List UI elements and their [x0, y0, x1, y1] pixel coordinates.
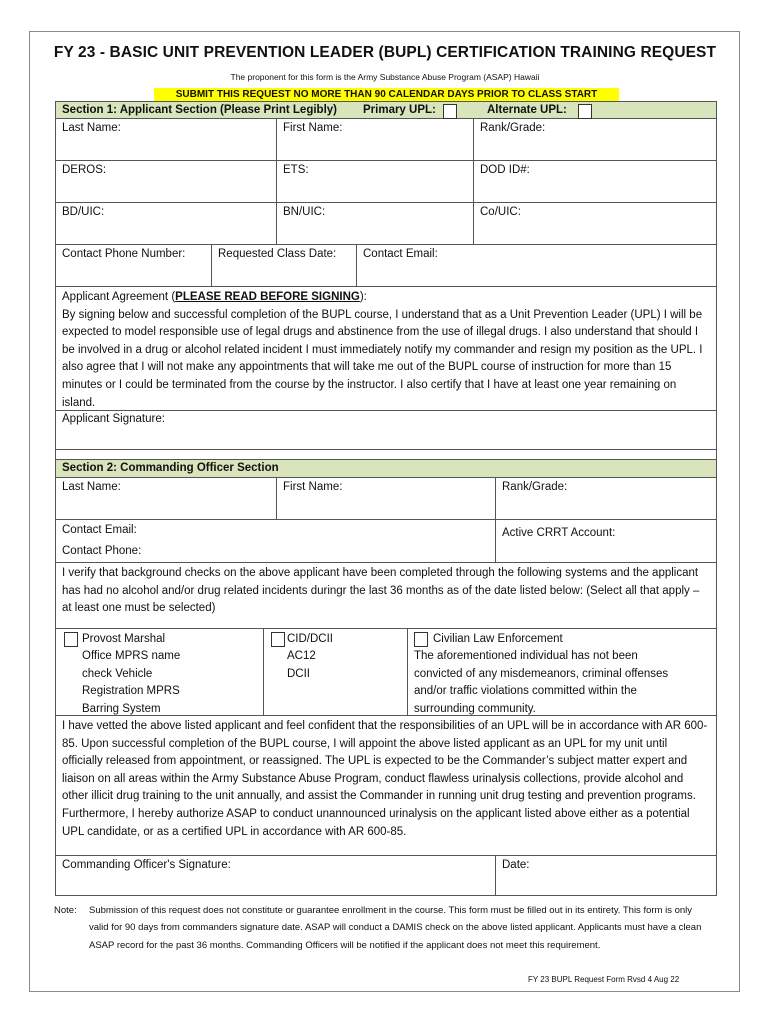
commander-statement — [56, 716, 716, 856]
agreement-heading: Applicant Agreement (PLEASE READ BEFORE SIGNING): — [62, 291, 367, 303]
date-field[interactable] — [495, 856, 716, 895]
co-signature-label: Commanding Officer's Signature: — [62, 859, 231, 871]
co-name-row — [56, 478, 716, 520]
deros-field[interactable] — [56, 161, 276, 202]
civilian-law-option — [407, 629, 716, 715]
requested-class-date-field[interactable] — [211, 245, 356, 286]
co-contact-fields[interactable] — [56, 520, 495, 562]
section2-title: Section 2: Commanding Officer Section — [62, 462, 279, 474]
co-uic-label: Co/UIC: — [480, 206, 521, 218]
cid-dcii-option: CID/DCII AC12 DCII — [263, 629, 407, 715]
form-title: FY 23 - BASIC UNIT PREVENTION LEADER (BUPL) CERTIFICATION TRAINING REQUEST — [53, 44, 717, 61]
applicant-agreement — [56, 287, 716, 411]
crrt-account-label: Active CRRT Account: — [502, 527, 616, 539]
dod-id-field[interactable] — [473, 161, 716, 202]
applicant-last-name-field[interactable] — [56, 119, 276, 160]
bd-uic-field[interactable] — [56, 203, 276, 244]
civilian-law-text: The aforementioned individual has not been convicted of any misdemeanors, criminal offenses and/or traffic violations committed within the surrounding community. — [414, 650, 669, 715]
bd-uic-label: BD/UIC: — [62, 206, 105, 218]
request-form — [55, 101, 717, 896]
contact-phone-label: Contact Phone Number: — [62, 248, 186, 260]
proponent-note: The proponent for this form is the Army Substance Abuse Program (ASAP) Hawaii — [230, 72, 540, 82]
co-rank-field[interactable] — [495, 478, 716, 519]
co-last-name-field[interactable] — [56, 478, 276, 519]
primary-upl-label: Primary UPL: — [363, 104, 436, 116]
co-signature-row — [56, 856, 716, 896]
co-first-name-field[interactable] — [276, 478, 495, 519]
contact-phone-field[interactable] — [56, 245, 211, 286]
last-name-label: Last Name: — [62, 122, 121, 134]
section1-header — [56, 101, 716, 119]
applicant-uic-row — [56, 203, 716, 245]
applicant-signature-label: Applicant Signature: — [62, 413, 165, 425]
cid-dcii-checkbox[interactable] — [271, 632, 285, 647]
provost-marshal-option: Provost Marshal Office MPRS name check Vehicle Registration MPRS Barring System — [56, 629, 263, 715]
applicant-contact-row — [56, 245, 716, 287]
deros-label: DEROS: — [62, 164, 107, 176]
co-rank-label: Rank/Grade: — [502, 481, 568, 493]
section-spacer — [56, 450, 716, 460]
agreement-emphasis: PLEASE READ BEFORE SIGNING — [175, 291, 360, 303]
dod-id-label: DOD ID#: — [480, 164, 530, 176]
submission-deadline-banner: SUBMIT THIS REQUEST NO MORE THAN 90 CALENDAR DAYS PRIOR TO CLASS START — [154, 88, 619, 101]
co-last-name-label: Last Name: — [62, 481, 121, 493]
primary-upl-checkbox[interactable] — [443, 104, 457, 119]
check-options-row — [56, 629, 716, 716]
first-name-label: First Name: — [283, 122, 343, 134]
contact-email-field[interactable] — [356, 245, 716, 286]
provost-marshal-checkbox[interactable] — [64, 632, 78, 647]
applicant-first-name-field[interactable] — [276, 119, 473, 160]
civilian-law-checkbox[interactable] — [414, 632, 428, 647]
ets-field[interactable] — [276, 161, 473, 202]
co-uic-field[interactable] — [473, 203, 716, 244]
alternate-upl-checkbox[interactable] — [578, 104, 592, 119]
bn-uic-field[interactable] — [276, 203, 473, 244]
applicant-deros-row — [56, 161, 716, 203]
applicant-rank-field[interactable] — [473, 119, 716, 160]
section2-header — [56, 460, 716, 478]
applicant-signature-row[interactable] — [56, 411, 716, 450]
co-signature-field[interactable] — [56, 856, 495, 895]
co-contact-phone-label: Contact Phone: — [62, 545, 142, 557]
applicant-name-row — [56, 119, 716, 161]
alternate-upl-label: Alternate UPL: — [487, 104, 567, 116]
co-contact-row — [56, 520, 716, 563]
note-text: Submission of this request does not constitute or guarantee enrollment in the course. This form must be filled out in its entirety. This form is only valid for 90 days from commanders signature date. ASAP will conduct a DAMIS check on the above listed applicant. Applicants must have a clean ASAP record for the past 36 months. Commanding Officers will be notified if the applicant does not meet this requirement. — [89, 905, 702, 951]
rank-label: Rank/Grade: — [480, 122, 546, 134]
contact-email-label: Contact Email: — [363, 248, 438, 260]
requested-class-date-label: Requested Class Date: — [218, 248, 337, 260]
crrt-account-field[interactable] — [495, 520, 716, 562]
form-revision-footer: FY 23 BUPL Request Form Rvsd 4 Aug 22 — [528, 975, 680, 984]
vetted-text: I have vetted the above listed applicant and feel confident that the responsibilities of an UPL will be in accordance with AR 600-85. Upon successful completion of the BUPL course, I will appoint the above listed applicant as an UPL for my unit until officially released from appointment, or reassigned. The UPL is expected to be the Commander’s subject matter expert and liaison on all areas within the Army Substance Abuse Program, conduct flawless urinalysis collections, provide alcohol and other illicit drug training to the unit annually, and assist the Commander in running unit drug testing and prevention programs. Furthermore, I hereby authorize ASAP to conduct unannounced urinalysis on the applicant listed above either as a potential UPL candidate, or as a certified UPL in accordance with AR 600-85. — [62, 720, 708, 838]
co-contact-email-label: Contact Email: — [62, 524, 137, 536]
co-first-name-label: First Name: — [283, 481, 343, 493]
ets-label: ETS: — [283, 164, 309, 176]
verify-text: I verify that background checks on the above applicant have been completed through the following systems and the applicant has had no alcohol and/or drug related incidents duringr the last 36 months as of the date listed below: (Select all that apply – at least one must be selected) — [62, 567, 700, 615]
background-check-statement — [56, 563, 716, 629]
civilian-law-title: Civilian Law Enforcement — [433, 633, 563, 645]
date-label: Date: — [502, 859, 530, 871]
agreement-text: By signing below and successful completion of the BUPL course, I understand that as a Unit Prevention Leader (UPL) I will be expected to model responsible use of legal drugs and abstinence from the use of illegal drugs. I also understand that should I be involved in a drug or alcohol related incident I must immediately notify my commander and resign my position as the UPL. I also agree that I will not make any appointments that will take me out of the BUPL course of instruction for more than 15 minutes or I could be terminated from the course by the instructor. I also certify that I have at least one year remaining on island. — [62, 308, 703, 409]
section1-title: Section 1: Applicant Section (Please Print Legibly) — [62, 104, 337, 116]
note-label: Note: — [54, 905, 77, 916]
bn-uic-label: BN/UIC: — [283, 206, 326, 218]
